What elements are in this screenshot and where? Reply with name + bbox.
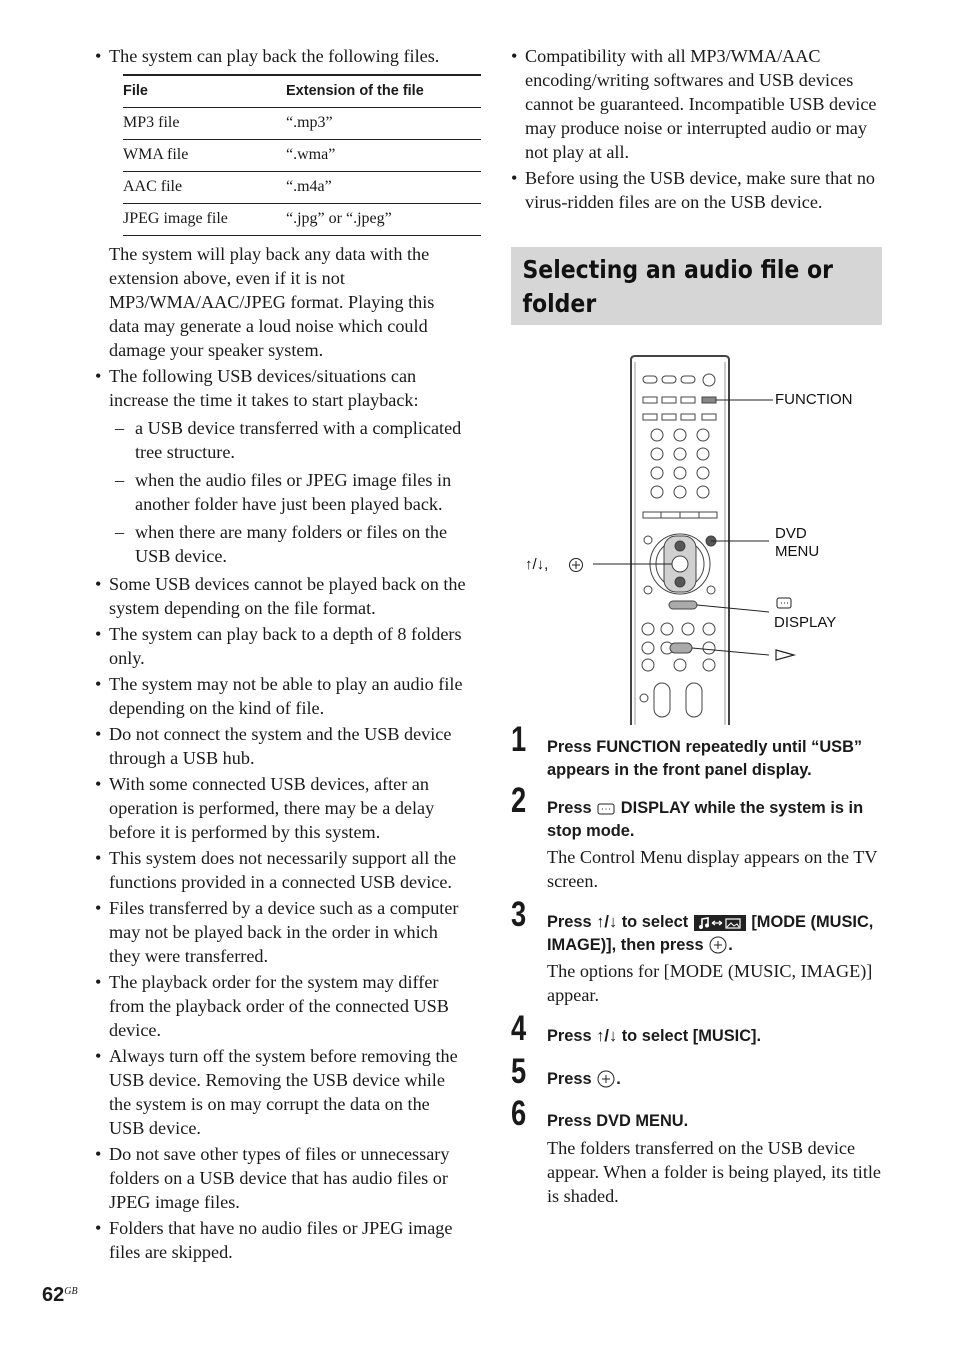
display-icon bbox=[596, 802, 616, 816]
left-bullet-list bbox=[95, 572, 467, 1264]
left-column bbox=[95, 44, 467, 1266]
dvd-label: DVD bbox=[775, 525, 807, 542]
list-item: • Do not connect the system and the USB device through a USB hub. bbox=[95, 722, 467, 770]
page-number-value: 62 bbox=[42, 1284, 65, 1306]
table-cell: AAC file bbox=[123, 172, 286, 204]
display-label: DISPLAY bbox=[774, 614, 837, 631]
step-number: 6 bbox=[511, 1094, 527, 1133]
table-row bbox=[123, 172, 481, 204]
list-item: • This system does not necessarily support all the functions provided in a connected USB device. bbox=[95, 846, 467, 894]
dash-item: – when there are many folders or files on the USB device. bbox=[95, 520, 467, 568]
steps bbox=[511, 720, 883, 1208]
step-title-part: . bbox=[616, 1069, 621, 1088]
table-row bbox=[123, 140, 481, 172]
step-title: Press ↑/↓ to select [MUSIC]. bbox=[547, 1027, 762, 1045]
list-item: • Before using the USB device, make sure that no virus-ridden files are on the USB device. bbox=[511, 166, 883, 214]
step-title-part: DISPLAY while the system is in stop mode. bbox=[547, 799, 864, 840]
file-extension-table bbox=[123, 74, 481, 236]
section-title: Selecting an audio file or folder bbox=[522, 255, 833, 318]
display-icon bbox=[777, 598, 791, 608]
list-item: • Files transferred by a device such as a computer may not be played back in the order in which they were transferred. bbox=[95, 896, 467, 968]
dash-item: – when the audio files or JPEG image files in another folder have just been played back. bbox=[95, 468, 467, 516]
section-banner bbox=[511, 247, 882, 325]
list-item: • The system may not be able to play an audio file depending on the kind of file. bbox=[95, 672, 467, 720]
list-item: • The playback order for the system may differ from the playback order of the connected USB device. bbox=[95, 970, 467, 1042]
step-title bbox=[547, 789, 883, 842]
step-description: The options for [MODE (MUSIC, IMAGE)] appear. bbox=[547, 961, 873, 1005]
table-row bbox=[123, 108, 481, 140]
right-column bbox=[511, 44, 883, 216]
step-number: 4 bbox=[511, 1009, 527, 1048]
step-title bbox=[547, 1060, 883, 1091]
page-number-suffix: GB bbox=[64, 1286, 78, 1297]
step-number: 2 bbox=[511, 781, 527, 820]
step-6 bbox=[511, 1094, 883, 1208]
enter-icon bbox=[596, 1069, 616, 1089]
list-item: • Some USB devices cannot be played back on the system depending on the file format. bbox=[95, 572, 467, 620]
dash-list bbox=[95, 416, 467, 568]
table-cell: JPEG image file bbox=[123, 204, 286, 236]
step-number: 1 bbox=[511, 720, 527, 759]
function-label: FUNCTION bbox=[775, 391, 853, 408]
step-description: The Control Menu display appears on the TV screen. bbox=[547, 847, 878, 891]
step-description: The folders transferred on the USB device appear. When a folder is being played, its title is shaded. bbox=[547, 1137, 882, 1206]
step-4 bbox=[511, 1009, 883, 1048]
list-item: • With some connected USB devices, after an operation is performed, there may be a delay before it is performed by this system. bbox=[95, 772, 467, 844]
enter-icon bbox=[570, 559, 583, 572]
table-header-file: File bbox=[123, 75, 286, 108]
table-cell: “.m4a” bbox=[286, 172, 481, 204]
list-item: • Folders that have no audio files or JPEG image files are skipped. bbox=[95, 1216, 467, 1264]
table-note: The system will play back any data with the extension above, even if it is not MP3/WMA/AAC/JPEG format. Playing this data may generate a loud noise which could damage your speaker system. bbox=[109, 244, 435, 360]
page-number bbox=[42, 1284, 78, 1307]
step-3 bbox=[511, 895, 883, 1007]
step-title-part: Press bbox=[547, 799, 592, 817]
step-1 bbox=[511, 720, 883, 781]
list-item: • Do not save other types of files or unnecessary folders on a USB device that has audio files or JPEG image files. bbox=[95, 1142, 467, 1214]
music-image-mode-icon bbox=[693, 914, 747, 932]
step-number: 3 bbox=[511, 895, 527, 934]
table-cell: MP3 file bbox=[123, 108, 286, 140]
step-title: Press DVD MENU. bbox=[547, 1112, 689, 1130]
step-title-part: [MODE (MUSIC, IMAGE)], then press bbox=[547, 913, 874, 954]
play-icon bbox=[776, 650, 794, 660]
arrows-label: ↑/↓, bbox=[525, 556, 549, 573]
step-title-part: . bbox=[728, 935, 733, 954]
bullet-usb-situations: • The following USB devices/situations can increase the time it takes to start playback: bbox=[95, 364, 467, 412]
step-title bbox=[547, 903, 883, 956]
bullet-intro: • The system can play back the following files. File Extension of the file MP3 file “.mp3” WMA file “.wma” AAC file “.m4a” JPEG image file “.jpg” or “.jpeg” The system will play back any data with the extension above, even if it is not MP3/WMA/AAC/JPEG format. Playing this data may generate a loud noise which could damage your speaker system. bbox=[95, 44, 467, 362]
table-cell: “.mp3” bbox=[286, 108, 481, 140]
step-number: 5 bbox=[511, 1051, 527, 1091]
table-row bbox=[123, 204, 481, 236]
menu-label: MENU bbox=[775, 543, 820, 560]
table-cell: WMA file bbox=[123, 140, 286, 172]
list-item: • Always turn off the system before removing the USB device. Removing the USB device while the system is on may corrupt the data on the USB device. bbox=[95, 1044, 467, 1140]
dash-item: – a USB device transferred with a complicated tree structure. bbox=[95, 416, 467, 464]
step-2 bbox=[511, 781, 883, 893]
step-5 bbox=[511, 1051, 883, 1091]
list-item: • The system can play back to a depth of 8 folders only. bbox=[95, 622, 467, 670]
remote-control-illustration bbox=[511, 350, 883, 725]
step-title-part: Press bbox=[547, 1069, 592, 1088]
enter-icon bbox=[708, 935, 728, 955]
table-cell: “.wma” bbox=[286, 140, 481, 172]
step-title: Press FUNCTION repeatedly until “USB” appears in the front panel display. bbox=[547, 738, 863, 779]
table-header-extension: Extension of the file bbox=[286, 75, 481, 108]
list-item: • Compatibility with all MP3/WMA/AAC encoding/writing softwares and USB devices cannot be guaranteed. Incompatible USB device may produce noise or interrupted audio or may not play at all. bbox=[511, 44, 883, 164]
table-cell: “.jpg” or “.jpeg” bbox=[286, 204, 481, 236]
step-title-part: Press ↑/↓ to select bbox=[547, 913, 689, 931]
